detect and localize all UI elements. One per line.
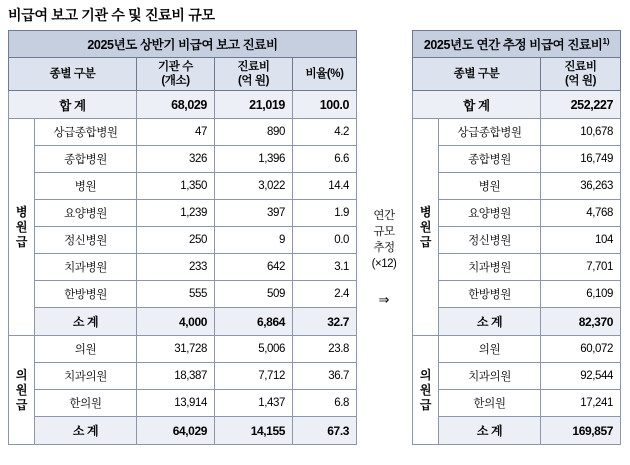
half-year-table <box>8 30 357 445</box>
row-label: 치과의원 <box>35 363 137 390</box>
right-main-header: 2025년도 연간 추정 비급여 진료비$^{1)}$ <box>413 31 621 58</box>
row-ratio: 4.2 <box>293 119 357 146</box>
row-label: 정신병원 <box>35 227 137 254</box>
row-cost: 7,712 <box>215 363 293 390</box>
row-cost: 104 <box>541 227 621 254</box>
row-cost: 1,396 <box>215 146 293 173</box>
annual-estimate-table <box>412 30 621 445</box>
table-row <box>413 281 621 308</box>
table-row <box>9 254 357 281</box>
table-main-header-row <box>9 31 357 58</box>
row-count: 233 <box>137 254 215 281</box>
table-row <box>413 173 621 200</box>
row-cost: 3,022 <box>215 173 293 200</box>
row-cost: 7,701 <box>541 254 621 281</box>
row-cost: 890 <box>215 119 293 146</box>
row-cost: 397 <box>215 200 293 227</box>
table-row <box>9 281 357 308</box>
total-ratio: 100.0 <box>293 91 357 119</box>
row-count: 555 <box>137 281 215 308</box>
table-column-header-row <box>413 58 621 91</box>
row-label: 의원 <box>35 336 137 363</box>
note-line-1: 연간 <box>373 210 395 222</box>
table-row <box>413 254 621 281</box>
row-label: 치과의원 <box>439 363 541 390</box>
row-ratio: 1.9 <box>293 200 357 227</box>
row-count: 1,350 <box>137 173 215 200</box>
row-label: 한방병원 <box>35 281 137 308</box>
row-label: 한방병원 <box>439 281 541 308</box>
table-row <box>9 173 357 200</box>
subtotal-label: 소 계 <box>35 417 137 445</box>
note-line-3: 추정 <box>373 242 395 254</box>
col-header-cost: 진료비 (억 원) <box>541 58 621 91</box>
row-count: 13,914 <box>137 390 215 417</box>
row-label: 상급종합병원 <box>35 119 137 146</box>
row-label: 요양병원 <box>439 200 541 227</box>
left-main-header: 2025년도 상반기 비급여 보고 진료비 <box>9 31 357 58</box>
subtotal-ratio: 67.3 <box>293 417 357 445</box>
row-cost: 9 <box>215 227 293 254</box>
row-label: 상급종합병원 <box>439 119 541 146</box>
arrow-right-icon: ⇒ <box>378 292 390 307</box>
right-table-container <box>412 30 620 445</box>
row-cost: 36,263 <box>541 173 621 200</box>
group-label-hospital: 병 원 급 <box>9 119 35 336</box>
row-ratio: 0.0 <box>293 227 357 254</box>
subtotal-label: 소 계 <box>439 417 541 445</box>
row-ratio: 23.8 <box>293 336 357 363</box>
row-cost: 4,768 <box>541 200 621 227</box>
table-row-subtotal <box>9 308 357 336</box>
row-ratio: 2.4 <box>293 281 357 308</box>
total-count: 68,029 <box>137 91 215 119</box>
table-row <box>413 390 621 417</box>
row-count: 326 <box>137 146 215 173</box>
col-header-type: 종별 구분 <box>413 58 541 91</box>
table-row <box>9 390 357 417</box>
col-header-cost: 진료비 (억 원) <box>215 58 293 91</box>
table-row <box>9 200 357 227</box>
subtotal-ratio: 32.7 <box>293 308 357 336</box>
table-row-subtotal <box>413 308 621 336</box>
row-label: 치과병원 <box>439 254 541 281</box>
subtotal-count: 4,000 <box>137 308 215 336</box>
table-row <box>413 200 621 227</box>
row-label: 종합병원 <box>35 146 137 173</box>
table-main-header-row <box>413 31 621 58</box>
row-cost: 509 <box>215 281 293 308</box>
row-label: 한의원 <box>439 390 541 417</box>
row-ratio: 3.1 <box>293 254 357 281</box>
table-row <box>9 336 357 363</box>
group-label-clinic: 의 원 급 <box>413 336 439 445</box>
row-label: 요양병원 <box>35 200 137 227</box>
note-multiplier: (×12) <box>371 258 397 270</box>
row-cost: 642 <box>215 254 293 281</box>
col-header-count: 기관 수 (개소) <box>137 58 215 91</box>
col-header-type: 종별 구분 <box>9 58 137 91</box>
total-cost: 21,019 <box>215 91 293 119</box>
group-label-hospital: 병 원 급 <box>413 119 439 336</box>
group-label-clinic: 의 원 급 <box>9 336 35 445</box>
row-label: 정신병원 <box>439 227 541 254</box>
row-cost: 17,241 <box>541 390 621 417</box>
table-row <box>413 227 621 254</box>
row-count: 250 <box>137 227 215 254</box>
footnote-marker: 1) <box>602 35 610 46</box>
table-row <box>9 119 357 146</box>
col-header-ratio: 비율(%) <box>293 58 357 91</box>
row-cost: 60,072 <box>541 336 621 363</box>
table-row <box>9 363 357 390</box>
row-ratio: 36.7 <box>293 363 357 390</box>
row-cost: 5,006 <box>215 336 293 363</box>
subtotal-label: 소 계 <box>35 308 137 336</box>
row-label: 종합병원 <box>439 146 541 173</box>
left-table-container <box>8 30 356 445</box>
table-row <box>413 146 621 173</box>
tables-container <box>8 30 622 460</box>
table-row <box>9 227 357 254</box>
row-cost: 16,749 <box>541 146 621 173</box>
row-label: 병원 <box>35 173 137 200</box>
subtotal-label: 소 계 <box>439 308 541 336</box>
row-cost: 1,437 <box>215 390 293 417</box>
row-label: 치과병원 <box>35 254 137 281</box>
page-title: 비급여 보고 기관 수 및 진료비 규모 <box>8 7 215 23</box>
table-row <box>413 363 621 390</box>
row-count: 18,387 <box>137 363 215 390</box>
subtotal-cost: 82,370 <box>541 308 621 336</box>
subtotal-count: 64,029 <box>137 417 215 445</box>
row-label: 의원 <box>439 336 541 363</box>
table-row-subtotal <box>413 417 621 445</box>
row-cost: 92,544 <box>541 363 621 390</box>
table-column-header-row <box>9 58 357 91</box>
annual-estimate-note <box>356 208 412 272</box>
total-label: 합 계 <box>413 91 541 119</box>
row-count: 47 <box>137 119 215 146</box>
table-row-total <box>413 91 621 119</box>
row-cost: 10,678 <box>541 119 621 146</box>
subtotal-cost: 14,155 <box>215 417 293 445</box>
middle-annotation <box>356 30 412 460</box>
note-line-2: 규모 <box>373 226 395 238</box>
table-row <box>9 146 357 173</box>
table-row-total <box>9 91 357 119</box>
row-cost: 6,109 <box>541 281 621 308</box>
row-label: 병원 <box>439 173 541 200</box>
subtotal-cost: 6,864 <box>215 308 293 336</box>
table-row <box>413 119 621 146</box>
row-count: 31,728 <box>137 336 215 363</box>
subtotal-cost: 169,857 <box>541 417 621 445</box>
row-ratio: 6.8 <box>293 390 357 417</box>
table-row <box>413 336 621 363</box>
total-label: 합 계 <box>9 91 137 119</box>
row-ratio: 14.4 <box>293 173 357 200</box>
table-row-subtotal <box>9 417 357 445</box>
total-cost: 252,227 <box>541 91 621 119</box>
row-count: 1,239 <box>137 200 215 227</box>
row-ratio: 6.6 <box>293 146 357 173</box>
row-label: 한의원 <box>35 390 137 417</box>
